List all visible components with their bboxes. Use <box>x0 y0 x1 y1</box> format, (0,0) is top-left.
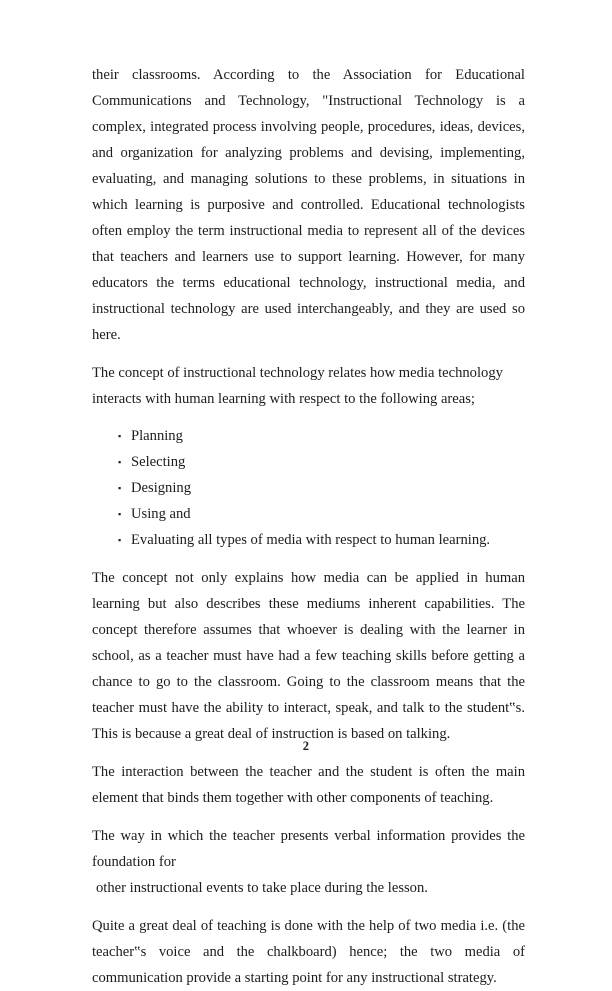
list-spacer-bottom <box>92 553 525 565</box>
document-body <box>92 62 525 991</box>
square-bullet-icon: ▪ <box>118 483 122 493</box>
list-item <box>92 501 525 527</box>
list-item <box>92 449 525 475</box>
paragraph-spacer <box>92 811 525 823</box>
paragraph-concept-explains: The concept not only explains how media can be applied in human learning but also describes these mediums inherent capabilities. The concept therefore assumes that whoever is dealing with the learner in school, as a teacher must have had a few teaching skills before getting a chance to go to the classroom. Going to the classroom means that the teacher must have the ability to interact, speak, and talk to the student‟s. This is because a great deal of instruction is based on talking. <box>92 570 525 742</box>
page-number: 2 <box>302 739 310 753</box>
list-item-label: Planning <box>131 428 183 444</box>
paragraph-interaction-teacher-student: The interaction between the teacher and the student is often the main element that binds them together with other components of teaching. <box>92 764 525 806</box>
list-item <box>92 475 525 501</box>
list-item <box>92 527 525 553</box>
paragraph-classrooms-definition: their classrooms. According to the Association for Educational Communications and Technology, "Instructional Technology is a complex, integrated process involving people, procedures, ideas, devices, and organization for analyzing problems and devising, implementing, evaluating, and managing solutions to these problems, in situations in which learning is purposive and controlled. Educational technologists often employ the term instructional media to represent all of the devices that teachers and learners use to support learning. However, for many educators the terms educational technology, instructional media, and instructional technology are used interchangeably, and they are used so here. <box>92 67 525 343</box>
paragraph-verbal-information-line2 <box>92 875 525 901</box>
square-bullet-icon: ▪ <box>118 457 122 467</box>
list-item-label: Designing <box>131 480 191 496</box>
paragraph-two-media: Quite a great deal of teaching is done with the help of two media i.e. (the teacher‟s voice and the chalkboard) hence; the two media of communication provide a starting point for any instructional strategy. <box>92 918 525 986</box>
square-bullet-icon: ▪ <box>118 535 122 545</box>
paragraph-verbal-information-line2-text: other instructional events to take place during the lesson. <box>96 880 428 896</box>
paragraph-verbal-information-line1: The way in which the teacher presents verbal information provides the foundation for <box>92 828 525 870</box>
list-item-label: Using and <box>131 506 191 522</box>
square-bullet-icon: ▪ <box>118 509 122 519</box>
paragraph-spacer <box>92 348 525 360</box>
list-item <box>92 423 525 449</box>
square-bullet-icon: ▪ <box>118 431 122 441</box>
paragraph-spacer <box>92 901 525 913</box>
list-item-label: Selecting <box>131 454 186 470</box>
areas-bullet-list <box>92 423 525 553</box>
list-item-label: Evaluating all types of media with respect to human learning. <box>131 532 491 548</box>
list-spacer-top <box>92 412 525 423</box>
paragraph-concept-relates: The concept of instructional technology relates how media technology interacts with human learning with respect to the following areas; <box>92 365 503 407</box>
